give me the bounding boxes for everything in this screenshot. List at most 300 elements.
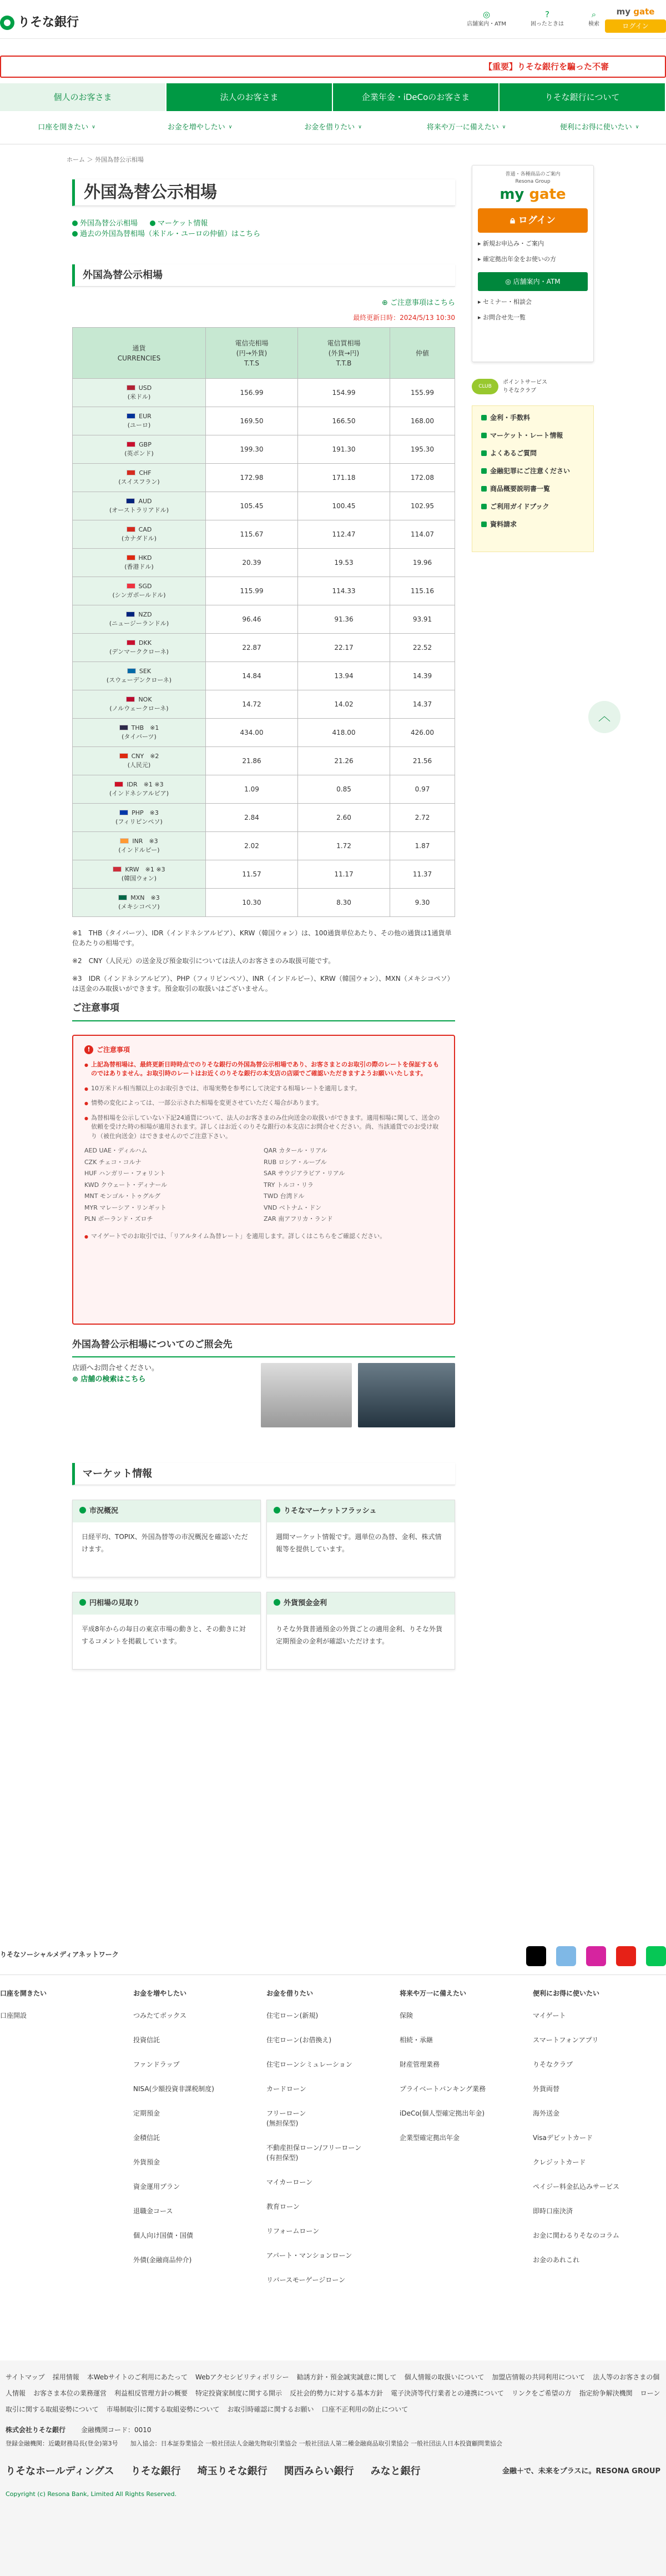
sidebar-login-button[interactable]: 🔒︎ ログイン <box>478 208 588 233</box>
arrow-circle-icon <box>79 1507 86 1513</box>
table-row <box>73 379 455 407</box>
table-header-cell: 電信買相場 (外貨→円) T.T.B <box>298 328 390 379</box>
ttb-cell: 418.00 <box>298 719 390 747</box>
ttb-cell: 114.33 <box>298 577 390 605</box>
currency-code: SEK <box>139 667 152 675</box>
resona-logo[interactable] <box>0 13 79 32</box>
club-label: ポイントサービス りそなクラブ <box>503 379 547 394</box>
branch-photo <box>261 1363 352 1427</box>
footer-link[interactable]: フリーローン (無担保型) <box>266 2109 306 2127</box>
nav-category-item[interactable] <box>533 111 666 144</box>
global-nav-segments <box>0 83 666 111</box>
caution-box-title: ! ご注意事項 <box>84 1045 443 1055</box>
currency-code: THB ※1 <box>131 724 159 731</box>
footer-link[interactable]: お金に関わるりそなのコラム <box>533 2232 619 2239</box>
nav-category-label: 口座を開きたい <box>38 123 89 132</box>
currency-cell <box>73 860 206 889</box>
header-links <box>467 9 599 28</box>
instagram-icon[interactable] <box>586 1946 606 1966</box>
currency-cell <box>73 775 206 804</box>
caution-list <box>84 1060 443 1141</box>
list-bullet-icon <box>481 522 487 527</box>
flag-icon <box>114 781 123 787</box>
unlisted-currency: KWD クウェート・ディナール <box>84 1181 168 1189</box>
footer-link[interactable]: カードローン <box>266 2085 306 2093</box>
footer-bottom-link[interactable]: 指定紛争解決機関 <box>579 2389 633 2397</box>
footer-link[interactable]: 外債(金融商品仲介) <box>133 2256 192 2264</box>
main-content <box>72 165 455 1670</box>
footer-link[interactable]: 退職金コース <box>133 2207 173 2215</box>
footer-column <box>266 1988 400 2299</box>
currency-name: (フィリピンペソ) <box>115 818 163 825</box>
mid-rate-cell: 11.37 <box>390 860 455 889</box>
footer-link[interactable]: NISA(少額投資非課税制度) <box>133 2085 214 2093</box>
title-link[interactable]: マーケット情報 <box>150 219 208 228</box>
market-card-body: りそな外貨普通預金の外貨ごとの適用金利、りそな外貨定期預金の金利が確認いただけます。 <box>276 1625 443 1645</box>
sidebar-quick-link[interactable]: 金融犯罪にご注意ください <box>481 466 584 476</box>
currency-name: (韓国ウォン) <box>121 875 157 882</box>
footer-link[interactable]: ペイジー料金払込みサービス <box>533 2183 620 2191</box>
sidebar-quick-list <box>472 405 594 552</box>
tts-cell: 96.46 <box>206 605 298 634</box>
unlisted-currency: HUF ハンガリー・フォリント <box>84 1170 166 1177</box>
currency-name: (インドルピー) <box>118 846 160 854</box>
footer-link[interactable]: 個人向け国債・国債 <box>133 2232 194 2239</box>
unlisted-currency: AED UAE・ディルハム <box>84 1147 148 1154</box>
line-icon[interactable] <box>646 1946 666 1966</box>
arrow-circle-icon <box>150 220 155 226</box>
arrow-circle-icon <box>72 231 78 237</box>
footnotes <box>72 928 455 994</box>
footer-link[interactable]: クレジットカード <box>533 2158 586 2166</box>
currency-cell <box>73 832 206 860</box>
currency-cell <box>73 690 206 719</box>
market-card-title: 外貨預金金利 <box>267 1592 455 1615</box>
tts-cell: 2.84 <box>206 804 298 832</box>
youtube-icon[interactable] <box>616 1946 636 1966</box>
footer-bottom-link[interactable]: ローン取引に関する取組姿勢について <box>6 2389 660 2413</box>
footer-bottom-link[interactable]: 特定投資家制度に関する開示 <box>195 2389 282 2397</box>
market-card-body: 平成8年からの毎日の東京市場の動きと、その動きに対するコメントを掲載しています。 <box>82 1625 246 1645</box>
footer-bottom-link[interactable]: リンクをご希望の方 <box>511 2389 572 2397</box>
market-card-title: りそなマーケットフラッシュ <box>267 1500 455 1522</box>
currency-name: (米ドル) <box>127 393 151 400</box>
currency-code: CHF <box>139 469 152 477</box>
tts-cell: 1.09 <box>206 775 298 804</box>
ttb-cell: 14.02 <box>298 690 390 719</box>
mid-rate-cell: 172.08 <box>390 464 455 492</box>
footer-link[interactable]: リフォームローン <box>266 2227 320 2235</box>
title-links <box>72 218 455 240</box>
table-row <box>73 889 455 917</box>
footer-bottom <box>0 2361 666 2576</box>
nav-segment-tab[interactable]: 個人のお客さま <box>0 83 167 111</box>
tts-cell: 115.99 <box>206 577 298 605</box>
footer-link[interactable]: 住宅ローン(新規) <box>266 2012 319 2019</box>
footer-link[interactable]: 外貨両替 <box>533 2085 560 2093</box>
list-bullet-icon <box>481 504 487 509</box>
footer-bottom-link[interactable]: サイトマップ <box>6 2373 45 2381</box>
ttb-cell: 2.60 <box>298 804 390 832</box>
table-row <box>73 775 455 804</box>
mid-rate-cell: 168.00 <box>390 407 455 435</box>
login-lock-icon: 🔒︎ <box>509 214 518 226</box>
caution-item: ● 情勢の変化によっては、一部公示された相場を変更させていただく場合があります。 <box>84 1099 443 1108</box>
table-row <box>73 747 455 775</box>
currency-name: (インドネシアルピア) <box>109 790 169 797</box>
nav-category-label: 便利にお得に使いたい <box>559 123 632 132</box>
nav-segment-tab[interactable]: 企業年金・iDeCoのお客さま <box>333 83 500 111</box>
market-card-body: 週間マーケット情報です。週単位の為替、金利、株式情報等を提供しています。 <box>276 1533 442 1553</box>
footer-bottom-link[interactable]: 採用情報 <box>52 2373 79 2381</box>
ttb-cell: 171.18 <box>298 464 390 492</box>
mygate-sidebar-box <box>472 165 594 362</box>
header-link-label: 困ったときは <box>531 21 564 27</box>
branch-search-link[interactable]: ⊕ 店舗の検索はこちら <box>72 1375 146 1384</box>
mid-rate-cell: 1.87 <box>390 832 455 860</box>
flag-icon <box>127 385 135 390</box>
group-bank-logo[interactable]: 埼玉りそな銀行 <box>197 2465 268 2478</box>
list-bullet-icon <box>481 433 487 438</box>
footer-link[interactable]: リバースモーゲージローン <box>266 2276 346 2284</box>
tts-cell: 22.87 <box>206 634 298 662</box>
ttb-cell: 100.45 <box>298 492 390 520</box>
mid-rate-cell: 0.97 <box>390 775 455 804</box>
nav-category-item[interactable] <box>133 111 266 144</box>
flag-icon <box>126 498 135 504</box>
table-header-row <box>73 328 455 379</box>
currency-name: (スイスフラン) <box>118 478 160 485</box>
footer-link[interactable]: 即時口座決済 <box>533 2207 573 2215</box>
sidebar-quick-link[interactable]: 資料請求 <box>481 519 584 529</box>
unlisted-currency: TRY トルコ・リラ <box>264 1181 314 1189</box>
title-link[interactable]: 外国為替公示相場 <box>72 219 138 228</box>
currency-cell <box>73 662 206 690</box>
currency-code: DKK <box>139 639 152 646</box>
tts-cell: 2.02 <box>206 832 298 860</box>
currency-code: INR ※3 <box>132 837 158 845</box>
currency-name: (シンガポールドル) <box>112 592 166 599</box>
market-card[interactable] <box>266 1592 455 1670</box>
market-card[interactable] <box>266 1500 455 1577</box>
branch-atm-button[interactable]: ◎ 店舗案内・ATM <box>478 272 588 291</box>
nav-segment-tab[interactable]: 法人のお客さま <box>167 83 333 111</box>
ttb-cell: 13.94 <box>298 662 390 690</box>
currency-code: CNY ※2 <box>131 752 159 760</box>
market-heading: マーケット情報 <box>72 1463 455 1485</box>
social-label: りそなソーシャルメディアネットワーク <box>0 1951 119 1958</box>
footer-link[interactable]: 不動産担保ローン/フリーローン (有担保型) <box>266 2144 362 2162</box>
footer-link[interactable]: 口座開設 <box>0 2012 27 2019</box>
nav-category-label: お金を増やしたい <box>167 123 225 132</box>
footer-link[interactable]: プライベートバンキング業務 <box>400 2085 486 2093</box>
table-row <box>73 577 455 605</box>
sidebar-quick-link[interactable]: よくあるご質問 <box>481 448 584 458</box>
group-bank-logo[interactable]: りそなホールディングス <box>6 2465 114 2478</box>
list-bullet-icon <box>481 468 487 474</box>
currency-name: (デンマーククローネ) <box>109 648 169 655</box>
currency-name: (タイバーツ) <box>122 733 157 740</box>
tts-cell: 20.39 <box>206 549 298 577</box>
back-to-top-button[interactable]: ︿ <box>588 701 620 733</box>
table-row <box>73 407 455 435</box>
flag-icon <box>127 442 135 447</box>
header-link[interactable] <box>467 9 506 28</box>
unlisted-currency: MYR マレーシア・リンギット <box>84 1204 167 1211</box>
nav-category-item[interactable] <box>0 111 133 144</box>
table-row <box>73 634 455 662</box>
list-bullet-icon <box>481 486 487 492</box>
footnote: ※2 CNY（人民元）の送金及び預金取引については法人のお客さまのみ取扱可能です。 <box>72 957 335 965</box>
flag-icon <box>127 470 135 475</box>
footer-bottom-link[interactable]: 法人等のお客さまの個人情報 <box>6 2373 660 2397</box>
table-row <box>73 520 455 549</box>
header-link-label: 店舗案内・ATM <box>467 21 506 27</box>
market-card-title: 円相場の見取り <box>73 1592 260 1615</box>
sidebar-link[interactable]: ▸ お問合せ先一覧 <box>478 314 526 321</box>
footer-bottom-link[interactable]: 加盟店情報の共同利用について <box>492 2373 586 2381</box>
header-login-button[interactable]: ログイン <box>605 19 666 33</box>
resona-club-link[interactable] <box>472 375 594 398</box>
footer-bottom-link[interactable]: 利益相反管理方針の概要 <box>114 2389 188 2397</box>
footer-link[interactable]: Visaデビットカード <box>533 2134 593 2142</box>
currency-code: NZD <box>138 610 152 618</box>
ttb-cell: 166.50 <box>298 407 390 435</box>
currency-code: PHP ※3 <box>132 809 159 816</box>
flag-icon <box>119 753 128 759</box>
mid-rate-cell: 93.91 <box>390 605 455 634</box>
footer-link[interactable]: アパート・マンションローン <box>266 2252 352 2259</box>
chevron-down-icon: ∨ <box>502 124 506 130</box>
nav-category-item[interactable] <box>266 111 400 144</box>
social-media-bar <box>0 1942 666 1975</box>
site-header <box>0 0 666 39</box>
arrow-circle-icon <box>274 1599 280 1606</box>
search-icon: ⌕ <box>591 9 597 19</box>
notice-link[interactable]: ⊕ ご注意事項はこちら <box>381 298 455 307</box>
sidebar <box>472 165 594 552</box>
chevron-down-icon: ∨ <box>358 124 362 130</box>
corp-info: 株式会社りそな銀行 金融機関コード：0010 <box>6 2426 152 2434</box>
currency-cell <box>73 549 206 577</box>
caution-item: ● 上記為替相場は、最終更新日時時点でのりそな銀行の外国為替公示相場であり、お客さまとのお取引の際のレートを保証するものではありません。お取引時のレートはお近くのりそな銀行の本支店の店頭でご確認いただきますようお願いいたします。 <box>84 1060 443 1079</box>
footer-bottom-link[interactable]: 本Webサイトのご利用にあたって <box>87 2373 188 2381</box>
table-row <box>73 719 455 747</box>
flag-icon <box>127 527 135 532</box>
market-card[interactable] <box>72 1592 261 1670</box>
title-link[interactable]: 過去の外国為替相場（米ドル・ユーロの仲値）はこちら <box>72 230 260 238</box>
header-link[interactable] <box>531 9 564 28</box>
last-updated: 最終更新日時：2024/5/13 10:30 <box>353 314 455 322</box>
staff-photo <box>358 1363 455 1427</box>
caution-item[interactable]: ● マイゲートでのお取引では、「リアルタイム為替レート」を適用します。詳しくはこちらをご確認ください。 <box>84 1232 443 1241</box>
tts-cell: 115.67 <box>206 520 298 549</box>
chevron-down-icon: ∨ <box>92 124 95 130</box>
footer-column-title[interactable]: お金を増やしたい <box>133 1989 187 1997</box>
footer-column <box>533 1988 666 2299</box>
footer-link[interactable]: 企業型確定拠出年金 <box>400 2134 460 2142</box>
header-link[interactable] <box>588 9 599 28</box>
footer-link[interactable]: 海外送金 <box>533 2109 560 2117</box>
flag-icon <box>127 640 135 645</box>
footer-bottom-link[interactable]: 反社会的勢力に対する基本方針 <box>290 2389 384 2397</box>
nav-category-label: お金を借りたい <box>304 123 355 132</box>
table-row <box>73 464 455 492</box>
table-row <box>73 690 455 719</box>
footer-bottom-link[interactable]: お取引時確認に関するお願い <box>227 2405 314 2413</box>
sidebar-link[interactable]: ▸ 新規お申込み・ご案内 <box>478 239 544 247</box>
footer-column-title[interactable]: 口座を開きたい <box>0 1989 47 1997</box>
flag-icon <box>127 555 135 560</box>
footer-bottom-link[interactable]: 電子決済等代行業者との連携について <box>391 2389 504 2397</box>
footer-link[interactable]: マイカーローン <box>266 2178 313 2186</box>
footer-link[interactable]: 定期預金 <box>133 2109 160 2117</box>
header-link-label: 検索 <box>588 21 599 27</box>
sidebar-link[interactable]: ▸ 確定拠出年金をお使いの方 <box>478 255 557 263</box>
footer-link[interactable]: 財産管理業務 <box>400 2061 440 2068</box>
footer-column-title[interactable]: 将来や万一に備えたい <box>400 1989 467 1997</box>
inquiry-heading: 外国為替公示相場についてのご照会先 <box>72 1338 455 1358</box>
exchange-rate-table <box>72 327 455 917</box>
footer-link[interactable]: 保険 <box>400 2012 413 2019</box>
sidebar-quick-link[interactable]: 商品概要説明書一覧 <box>481 484 584 494</box>
tts-cell: 11.57 <box>206 860 298 889</box>
footer-bottom-link[interactable]: 個人情報の取扱いについて <box>404 2373 485 2381</box>
table-header-cell: 電信売相場 (円→外貨) T.T.S <box>206 328 298 379</box>
footer-link[interactable]: 相続・承継 <box>400 2036 433 2044</box>
mid-rate-cell: 2.72 <box>390 804 455 832</box>
currency-cell <box>73 634 206 662</box>
group-tagline: 金融＋で、未来をプラスに。RESONA GROUP <box>502 2467 660 2476</box>
arrow-circle-icon <box>72 220 78 226</box>
flag-icon <box>126 696 135 702</box>
currency-cell <box>73 379 206 407</box>
footer-link[interactable]: マイゲート <box>533 2012 566 2019</box>
footer-link[interactable]: スマートフォンアプリ <box>533 2036 599 2044</box>
breadcrumb[interactable]: ホーム ＞ 外国為替公示相場 <box>67 156 144 163</box>
currency-code: HKD <box>138 554 152 562</box>
footer-bottom-link[interactable]: 市場制取引に関する取組姿勢について <box>106 2405 220 2413</box>
footer-link[interactable]: 住宅ローン(お借換え) <box>266 2036 332 2044</box>
arrow-circle-icon <box>79 1599 86 1606</box>
sidebar-quick-link[interactable]: 金利・手数料 <box>481 413 584 423</box>
sidebar-links-2 <box>478 298 588 323</box>
currency-name: (英ポンド) <box>124 450 154 457</box>
tts-cell: 10.30 <box>206 889 298 917</box>
footer-link[interactable]: 金積信託 <box>133 2134 160 2142</box>
logo-text: りそな銀行 <box>18 16 79 29</box>
mid-rate-cell: 19.96 <box>390 549 455 577</box>
currency-name: (人民元) <box>127 761 151 769</box>
market-card-title: 市況概況 <box>73 1500 260 1522</box>
footer-bottom-link[interactable]: お客さま本位の業務運営 <box>33 2389 107 2397</box>
currency-cell <box>73 719 206 747</box>
important-alert-banner[interactable] <box>0 56 666 78</box>
x-icon[interactable] <box>526 1946 546 1966</box>
group-bank-logo[interactable]: りそな銀行 <box>130 2465 181 2478</box>
footer-link[interactable]: りそなクラブ <box>533 2061 573 2068</box>
footer-link[interactable]: 資金運用プラン <box>133 2183 180 2191</box>
help-icon: ? <box>545 9 549 19</box>
chevron-down-icon: ∨ <box>228 124 233 130</box>
footer-bottom-link[interactable]: 勧誘方針・預金誠実誠意に関して <box>296 2373 397 2381</box>
currency-cell <box>73 605 206 634</box>
mid-rate-cell: 114.07 <box>390 520 455 549</box>
table-header-cell: 通貨 CURRENCIES <box>73 328 206 379</box>
footer-link[interactable]: 教育ローン <box>266 2203 300 2211</box>
tts-cell: 156.99 <box>206 379 298 407</box>
warning-icon: ! <box>84 1045 93 1054</box>
group-bank-logo[interactable]: みなと銀行 <box>370 2465 421 2478</box>
currency-code: NOK <box>138 695 152 703</box>
currency-cell <box>73 520 206 549</box>
table-row <box>73 549 455 577</box>
ttb-cell: 191.30 <box>298 435 390 464</box>
footer-column-title[interactable]: お金を借りたい <box>266 1989 314 1997</box>
tts-cell: 199.30 <box>206 435 298 464</box>
currency-name: (オーストラリアドル) <box>109 507 169 514</box>
footnote: ※1 THB（タイバーツ）、IDR（インドネシアルピア）、KRW（韓国ウォン）は、100通貨単位あたり、その他の通貨は1通貨単位あたりの相場です。 <box>72 929 452 947</box>
currency-name: (カナダドル) <box>121 535 157 542</box>
inquiry-text: 店頭へお問合せください。 <box>72 1364 159 1372</box>
footer-links <box>0 2361 666 2417</box>
footer-link[interactable]: 住宅ローンシミュレーション <box>266 2061 352 2068</box>
currency-cell <box>73 492 206 520</box>
nav-segment-tab[interactable]: りそな銀行について <box>500 83 666 111</box>
footer-column <box>400 1988 533 2299</box>
footer-link[interactable]: ファンドラップ <box>133 2061 180 2068</box>
group-bank-logo[interactable]: 関西みらい銀行 <box>284 2465 354 2478</box>
market-cards <box>72 1500 455 1670</box>
unlisted-currency: SAR サウジアラビア・リアル <box>264 1170 345 1177</box>
resona-mark-icon <box>0 16 14 30</box>
currency-cell <box>73 464 206 492</box>
table-row <box>73 435 455 464</box>
currency-code: AUD <box>138 497 152 505</box>
caution-heading: ご注意事項 <box>72 1001 455 1021</box>
sidebar-quick-link[interactable]: マーケット・レート情報 <box>481 430 584 440</box>
mail-icon[interactable] <box>556 1946 576 1966</box>
sidebar-links <box>478 239 588 264</box>
inquiry-section <box>72 1363 455 1432</box>
ttb-cell: 8.30 <box>298 889 390 917</box>
section-title: 外国為替公示相場 <box>72 264 455 287</box>
footer-column-title[interactable]: 便利にお得に使いたい <box>533 1989 600 1997</box>
footer-bottom-link[interactable]: Webアクセシビリティポリシー <box>195 2373 289 2381</box>
unlisted-currency: TWD 台湾ドル <box>264 1192 305 1200</box>
currency-code: EUR <box>139 412 152 420</box>
caution-list-2 <box>84 1232 443 1241</box>
footer-link[interactable]: つみたてボックス <box>133 2012 186 2019</box>
mid-rate-cell: 14.39 <box>390 662 455 690</box>
market-card[interactable] <box>72 1500 261 1577</box>
sidebar-link[interactable]: ▸ セミナー・相談会 <box>478 298 532 305</box>
footer-link[interactable]: お金のあれこれ <box>533 2256 580 2264</box>
currency-name: (ノルウェークローネ) <box>109 705 169 712</box>
currency-cell <box>73 747 206 775</box>
ttb-cell: 0.85 <box>298 775 390 804</box>
market-card-body: 日経平均、TOPIX、外国為替等の市況概況を確認いただけます。 <box>82 1533 248 1553</box>
footer-link[interactable]: 投資信託 <box>133 2036 160 2044</box>
currency-code: SGD <box>138 582 152 590</box>
nav-category-item[interactable] <box>400 111 533 144</box>
footer-link[interactable]: iDeCo(個人型確定拠出年金) <box>400 2109 485 2117</box>
registration-info: 登録金融機関：近畿財務局長(登金)第3号 加入協会：日本証券業協会 一般社団法人金融先物取引業協会 一般社団法人第二種金融商品取引業協会 一般社団法人日本投資顧問業協会 <box>6 2440 503 2448</box>
footer-link[interactable]: 外貨預金 <box>133 2158 160 2166</box>
footer-bottom-link[interactable]: 口座不正利用の防止について <box>321 2405 408 2413</box>
unlisted-currency: QAR カタール・リアル <box>264 1147 327 1154</box>
sidebar-quick-link[interactable]: ご利用ガイドブック <box>481 502 584 512</box>
